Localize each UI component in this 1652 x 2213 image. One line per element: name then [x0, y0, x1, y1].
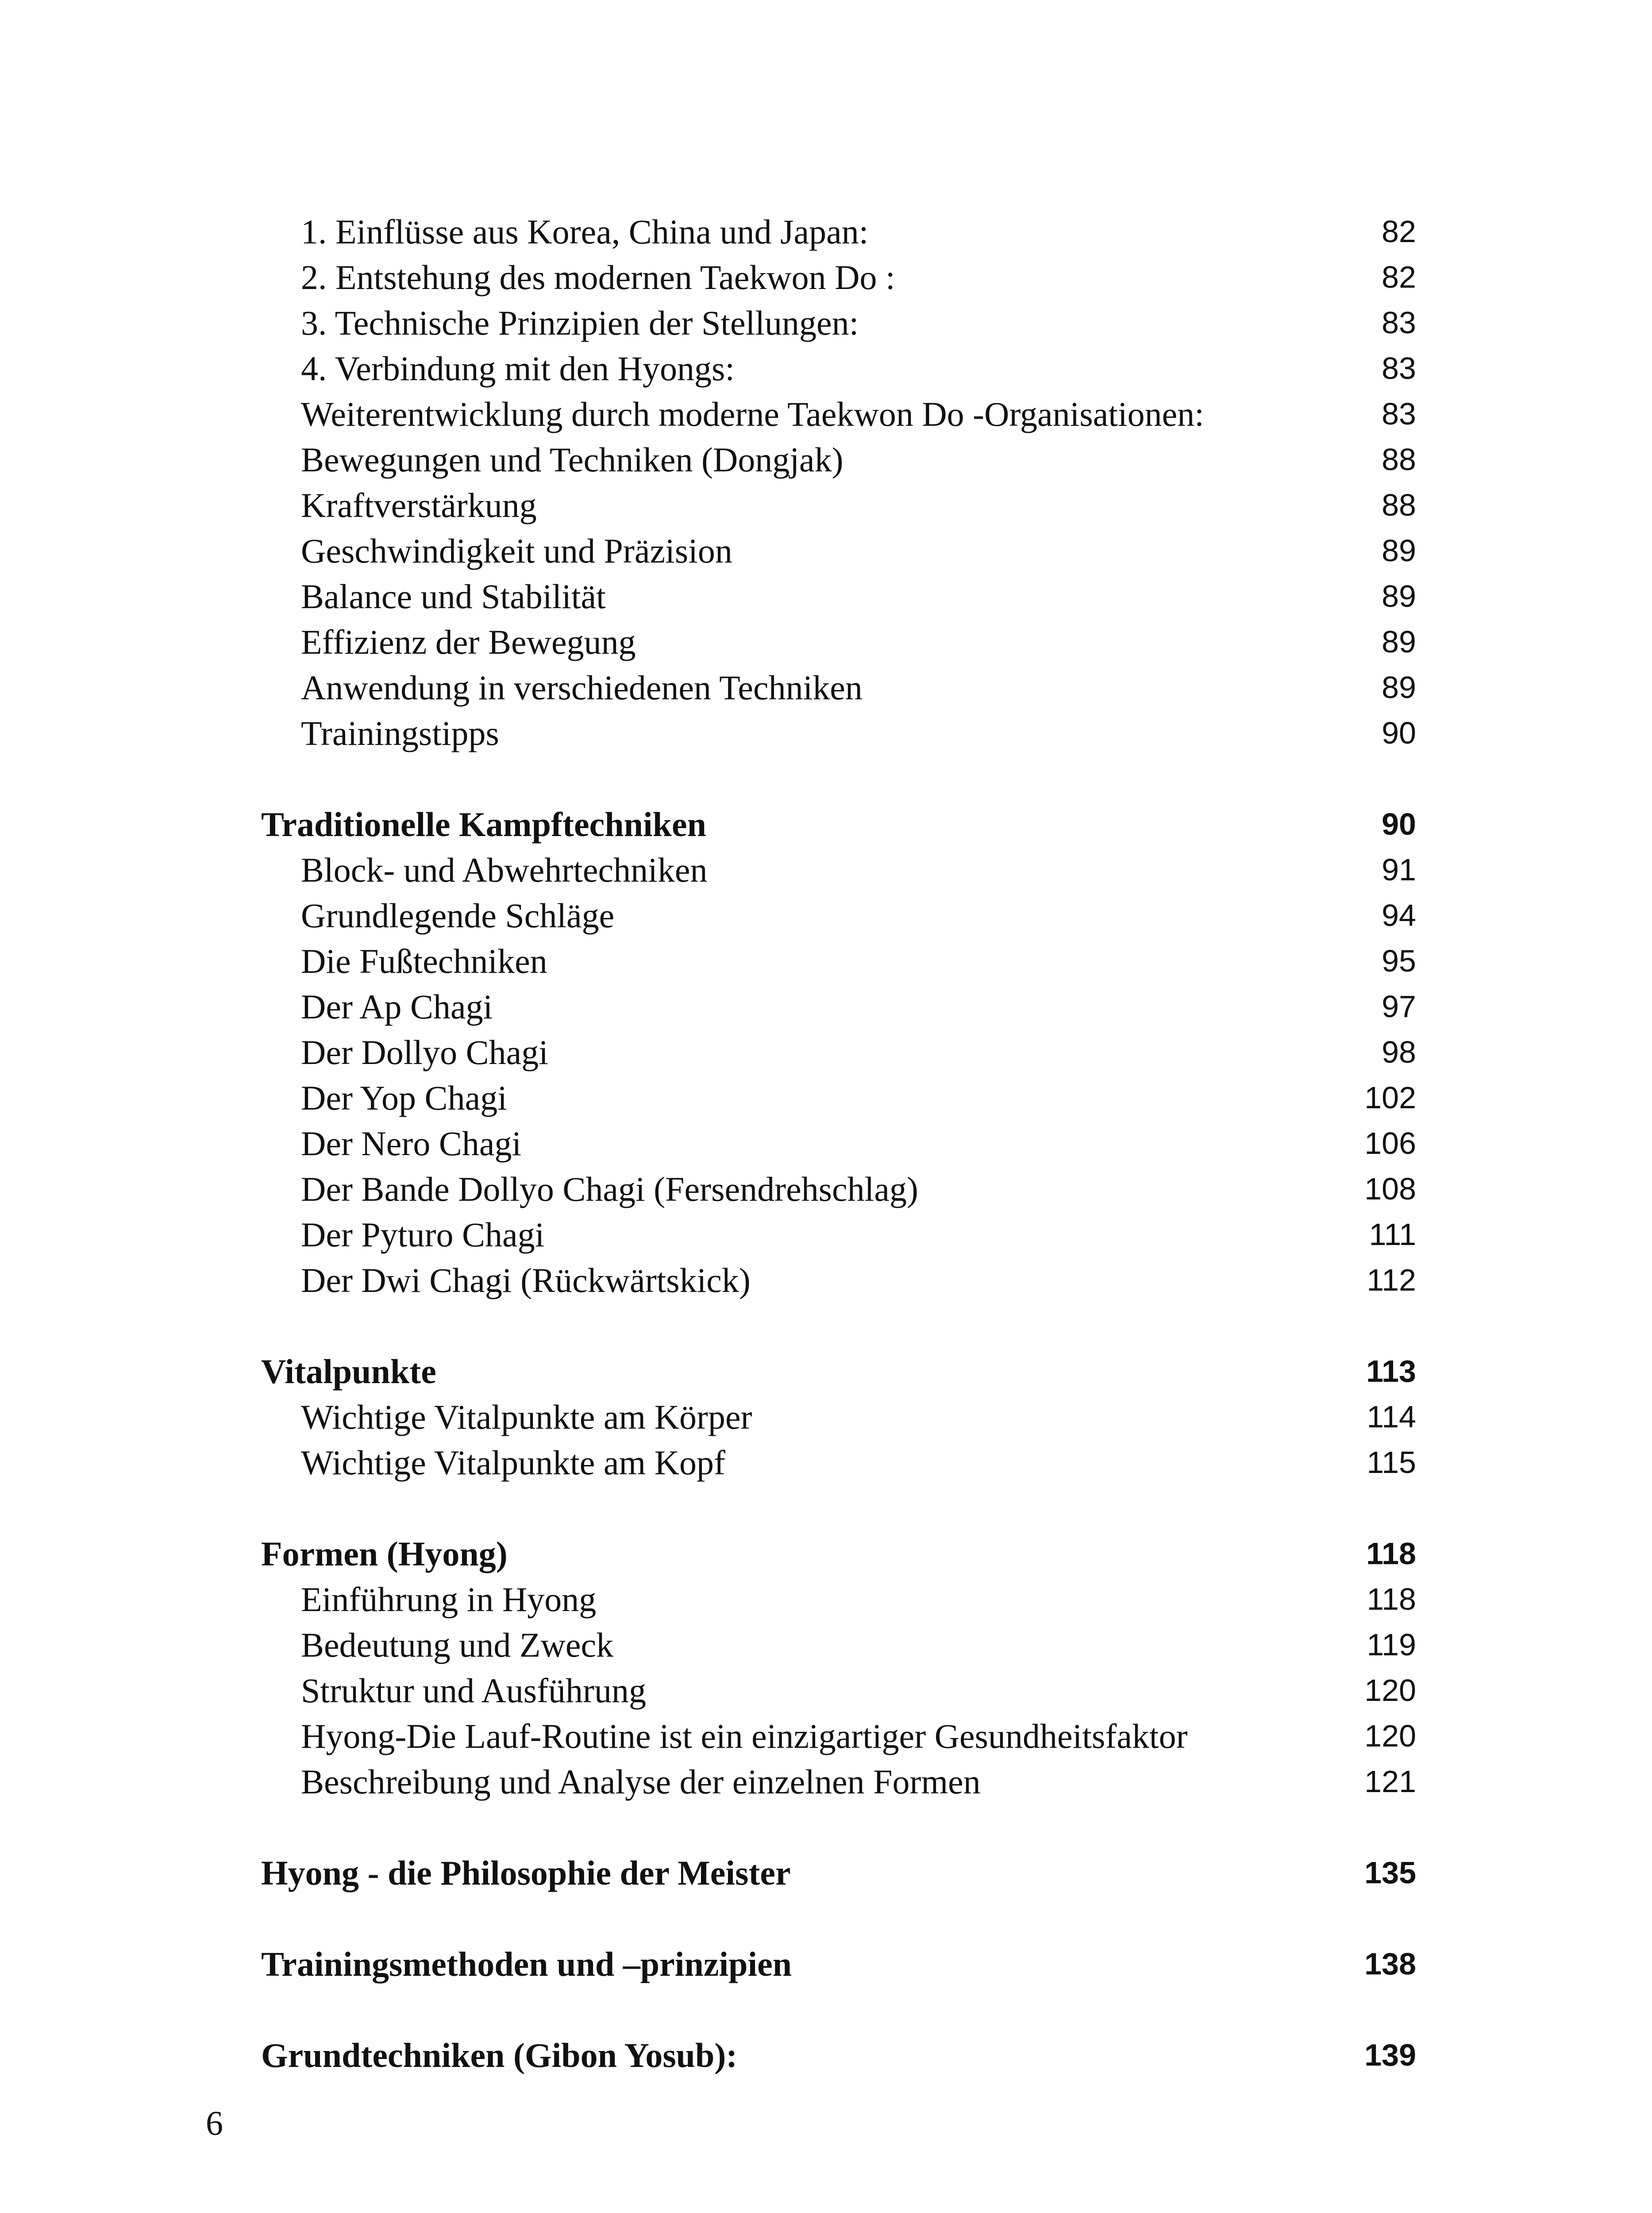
- toc-entry-title: Kraftverstärkung: [301, 486, 537, 524]
- toc-entry-page: 114: [1367, 1400, 1416, 1434]
- toc-entry: [301, 847, 1416, 893]
- toc-entry-title: Wichtige Vitalpunkte am Kopf: [301, 1443, 726, 1482]
- toc-entry-page: 88: [1382, 488, 1416, 522]
- toc-entry-title: Wichtige Vitalpunkte am Körper: [301, 1398, 752, 1436]
- toc-entry-page: 91: [1382, 852, 1416, 887]
- toc-entry-page: 82: [1382, 214, 1416, 249]
- toc-entry-page: 83: [1382, 397, 1416, 431]
- toc-entry-title: Grundlegende Schläge: [301, 896, 615, 935]
- toc-entry-page: 115: [1367, 1445, 1416, 1480]
- toc-entry: [301, 1029, 1416, 1075]
- toc-entry: [301, 1622, 1416, 1668]
- toc-entry: [301, 1759, 1416, 1804]
- toc-entry-page: 118: [1367, 1582, 1416, 1616]
- toc-entry-title: Der Nero Chagi: [301, 1124, 522, 1163]
- toc-entry-title: Beschreibung und Analyse der einzelnen Formen: [301, 1762, 981, 1801]
- toc-entry-title: Struktur und Ausführung: [301, 1671, 646, 1710]
- toc-entry-title: Grundtechniken (Gibon Yosub):: [261, 2036, 738, 2074]
- toc-entry: [301, 528, 1416, 574]
- toc-entry-title: Formen (Hyong): [261, 1534, 508, 1573]
- toc-entry-title: Der Pyturo Chagi: [301, 1215, 545, 1254]
- toc-entry: [301, 1212, 1416, 1257]
- toc-entry-title: 2. Entstehung des modernen Taekwon Do :: [301, 258, 895, 297]
- toc-entry: [301, 1713, 1416, 1759]
- toc-entry-page: 118: [1366, 1536, 1416, 1571]
- toc-entry: [301, 1577, 1416, 1622]
- toc-entry: [301, 437, 1416, 482]
- toc-entry-title: Der Yop Chagi: [301, 1079, 507, 1117]
- toc-section: [261, 2032, 1416, 2078]
- toc-entry-page: 83: [1382, 351, 1416, 386]
- toc-entry-title: Balance und Stabilität: [301, 577, 606, 616]
- toc-entry: [301, 1394, 1416, 1440]
- toc-entry-title: Traditionelle Kampftechniken: [261, 805, 707, 844]
- toc-entry-title: Hyong - die Philosophie der Meister: [261, 1854, 791, 1892]
- toc-entry-title: Die Fußtechniken: [301, 942, 547, 980]
- toc-entry-page: 111: [1369, 1217, 1416, 1252]
- toc-entry: [301, 984, 1416, 1029]
- toc-entry-title: Bewegungen und Techniken (Dongjak): [301, 440, 843, 479]
- toc-entry-page: 97: [1382, 989, 1416, 1024]
- toc-entry-page: 120: [1364, 1719, 1416, 1753]
- toc-entry-title: Der Dwi Chagi (Rückwärtskick): [301, 1261, 751, 1299]
- toc-entry-title: Hyong-Die Lauf-Routine ist ein einzigartiger Gesundheitsfaktor: [301, 1717, 1188, 1755]
- toc-entry-page: 106: [1364, 1126, 1416, 1160]
- toc-entry-title: 1. Einflüsse aus Korea, China und Japan:: [301, 212, 869, 251]
- toc-entry-title: Der Dollyo Chagi: [301, 1033, 548, 1072]
- toc-entry: [301, 1257, 1416, 1303]
- page-number: 6: [206, 2104, 223, 2142]
- toc-entry-page: 90: [1382, 716, 1416, 750]
- toc-entry-title: Trainingstipps: [301, 714, 499, 752]
- toc-entry: [301, 254, 1416, 300]
- toc-entry-page: 89: [1382, 579, 1416, 613]
- toc-entry: [301, 1166, 1416, 1212]
- toc-entry: [301, 938, 1416, 984]
- toc-entry: [301, 1121, 1416, 1166]
- toc-section: [261, 1349, 1416, 1394]
- toc-entry-page: 138: [1364, 1947, 1416, 1981]
- toc-entry: [301, 391, 1416, 437]
- toc-entry-title: Vitalpunkte: [261, 1352, 436, 1391]
- toc-entry: [301, 619, 1416, 665]
- toc-entry-title: Trainingsmethoden und –prinzipien: [261, 1945, 792, 1983]
- toc-entry-page: 120: [1364, 1673, 1416, 1708]
- toc-entry-page: 98: [1382, 1035, 1416, 1069]
- toc-entry-title: 4. Verbindung mit den Hyongs:: [301, 349, 735, 388]
- toc-entry: [301, 574, 1416, 619]
- toc-entry-title: 3. Technische Prinzipien der Stellungen:: [301, 304, 859, 342]
- toc-entry-title: Einführung in Hyong: [301, 1580, 597, 1619]
- toc-entry-page: 135: [1364, 1855, 1416, 1890]
- toc-entry: [301, 1440, 1416, 1485]
- toc-entry: [301, 893, 1416, 938]
- toc-entry-page: 83: [1382, 305, 1416, 340]
- toc-entry-title: Effizienz der Bewegung: [301, 623, 636, 661]
- toc-entry-page: 119: [1367, 1627, 1416, 1662]
- toc-entry-title: Block- und Abwehrtechniken: [301, 851, 708, 889]
- toc-entry-page: 139: [1364, 2038, 1416, 2072]
- toc-section: [261, 1531, 1416, 1577]
- toc-entry-page: 82: [1382, 260, 1416, 294]
- toc-entry-page: 113: [1366, 1354, 1416, 1388]
- toc-entry-page: 90: [1382, 807, 1416, 841]
- toc-entry-title: Weiterentwicklung durch moderne Taekwon Do -Organisationen:: [301, 395, 1204, 433]
- toc-entry-page: 89: [1382, 625, 1416, 659]
- toc-section: [261, 802, 1416, 847]
- toc-section: [261, 1941, 1416, 1987]
- toc-entry: [301, 482, 1416, 528]
- toc-entry-page: 95: [1382, 944, 1416, 978]
- toc-entry-title: Geschwindigkeit und Präzision: [301, 532, 732, 570]
- toc-entry: [301, 1668, 1416, 1713]
- toc-entry-title: Anwendung in verschiedenen Techniken: [301, 668, 863, 707]
- toc-entry-page: 121: [1364, 1764, 1416, 1799]
- toc-entry-page: 112: [1367, 1263, 1416, 1297]
- toc-entry-page: 88: [1382, 442, 1416, 477]
- toc-entry: [301, 209, 1416, 254]
- toc-entry-title: Der Ap Chagi: [301, 987, 493, 1026]
- toc-entry: [301, 300, 1416, 346]
- toc-entry-page: 102: [1364, 1080, 1416, 1115]
- toc-entry-page: 89: [1382, 670, 1416, 705]
- toc-entry-title: Der Bande Dollyo Chagi (Fersendrehschlag): [301, 1170, 918, 1208]
- toc-entry-page: 108: [1364, 1172, 1416, 1206]
- toc-entry: [301, 1075, 1416, 1121]
- toc-entry-title: Bedeutung und Zweck: [301, 1626, 614, 1664]
- toc-entry: [301, 710, 1416, 756]
- toc-section: [261, 1850, 1416, 1896]
- toc-entry: [301, 665, 1416, 710]
- toc-entry: [301, 346, 1416, 391]
- toc-entry-page: 94: [1382, 898, 1416, 933]
- toc-entry-page: 89: [1382, 533, 1416, 568]
